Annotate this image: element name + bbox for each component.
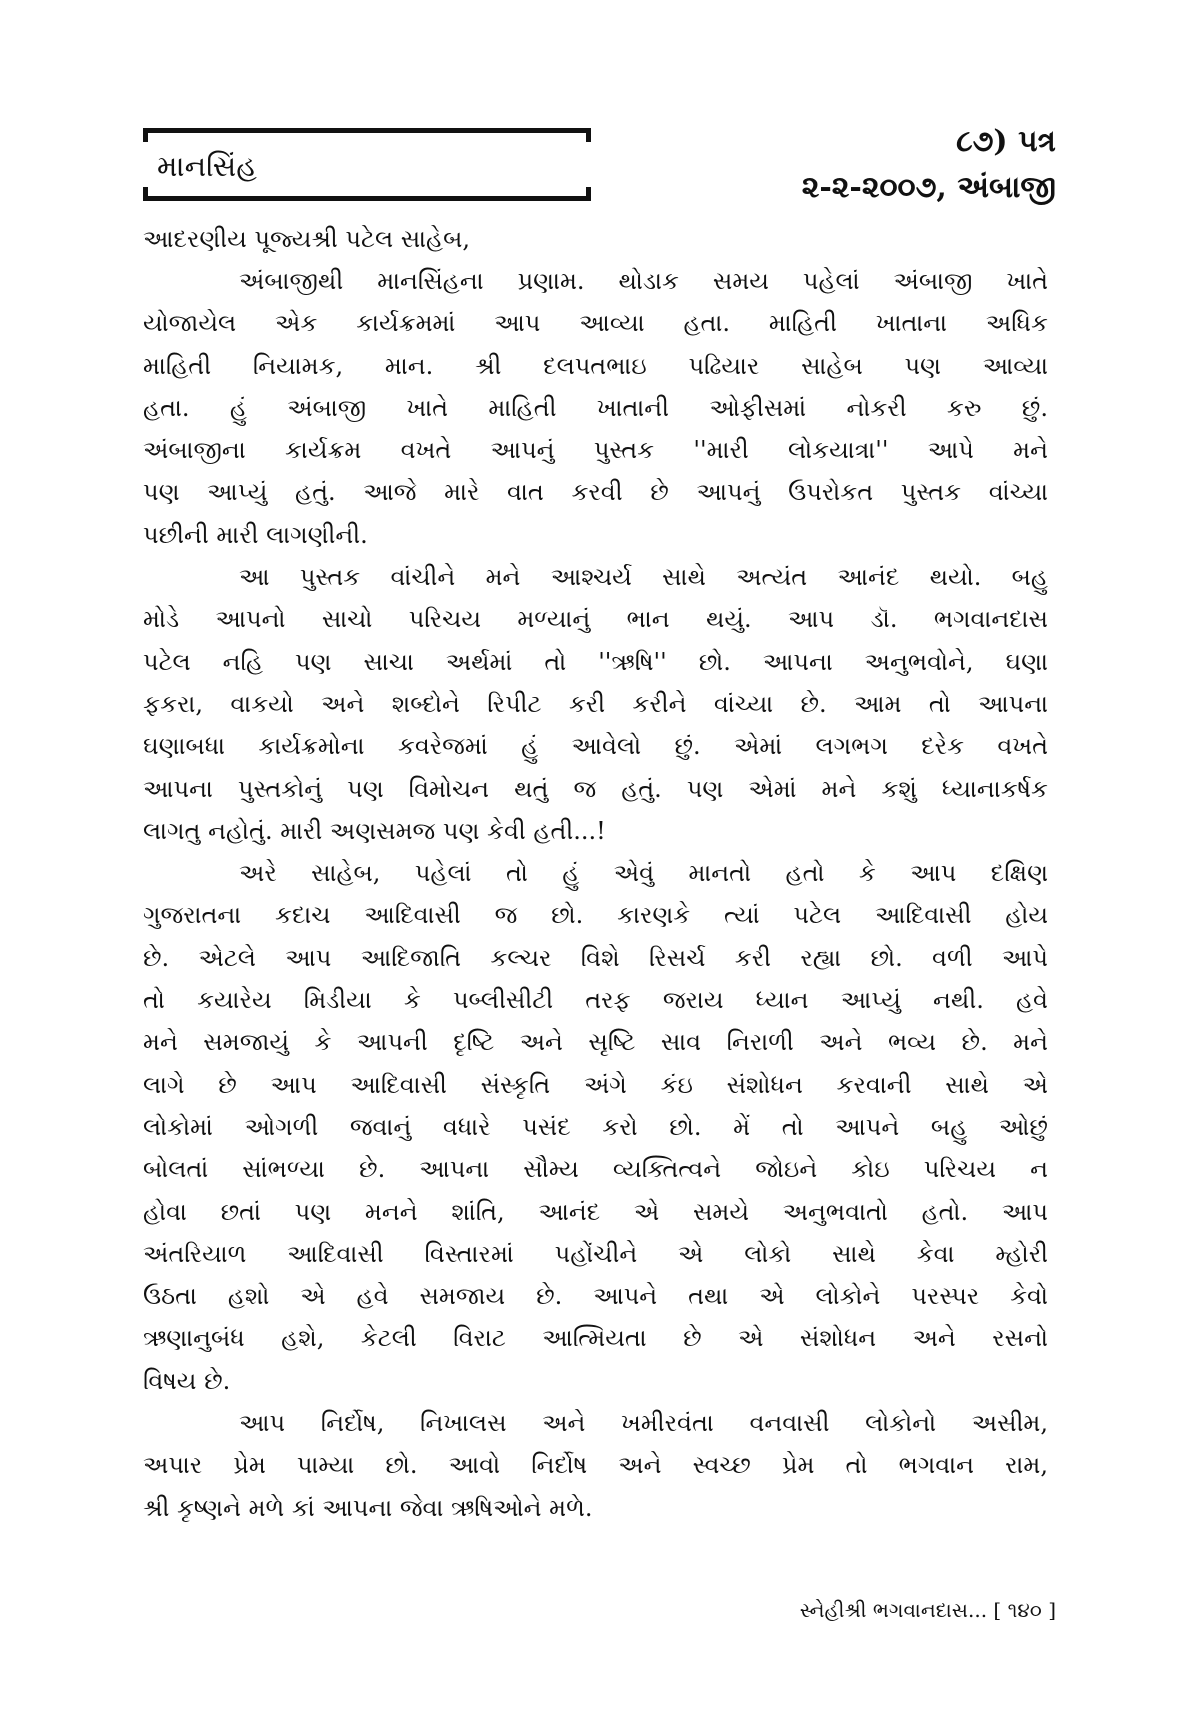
paragraphs <box>143 260 1048 1529</box>
author-name-box <box>143 128 591 201</box>
paragraph-line: અંતરિયાળ આદિવાસી વિસ્તારમાં પહોંચીને એ લોકો સાથે કેવા મ્હોરી <box>143 1239 1048 1268</box>
box-corner <box>586 128 591 142</box>
paragraph-line: હોવા છતાં પણ મનને શાંતિ, આનંદ એ સમયે અનુભવાતો હતો. આપ <box>143 1197 1048 1226</box>
salutation: આદરણીય પૂજ્યશ્રી પટેલ સાહેબ, <box>143 225 471 253</box>
paragraph-line: અંબાજીથી માનસિંહના પ્રણામ. થોડાક સમય પહેલાં અંબાજી ખાતે <box>239 267 1048 295</box>
paragraph-line: પણ આપ્યું હતું. આજે મારે વાત કરવી છે આપનું ઉપરોકત પુસ્તક વાંચ્યા <box>143 478 1048 507</box>
paragraph-line: અંબાજીના કાર્યક્રમ વખતે આપનું પુસ્તક ''મારી લોકયાત્રા'' આપે મને <box>143 436 1048 465</box>
box-bottom-rule <box>143 196 591 201</box>
paragraph-line: અપાર પ્રેમ પામ્યા છો. આવો નિર્દોષ અને સ્વચ્છ પ્રેમ તો ભગવાન રામ, <box>143 1451 1048 1480</box>
paragraph-line: અરે સાહેબ, પહેલાં તો હું એવું માનતો હતો કે આપ દક્ષિણ <box>239 859 1048 888</box>
paragraph <box>143 556 1048 852</box>
paragraph-line: આ પુસ્તક વાંચીને મને આશ્ચર્ય સાથે અત્યંત આનંદ થયો. બહુ <box>239 563 1048 592</box>
paragraph-line: ઉઠતા હશો એ હવે સમજાય છે. આપને તથા એ લોકોને પરસ્પર કેવો <box>143 1282 1048 1311</box>
paragraph-line: છે. એટલે આપ આદિજાતિ કલ્ચર વિશે રિસર્ચ કરી રહ્યા છો. વળી આપે <box>143 943 1048 972</box>
paragraph-line: પછીની મારી લાગણીની. <box>143 520 368 549</box>
paragraph-line: હતા. હું અંબાજી ખાતે માહિતી ખાતાની ઓફીસમાં નોકરી કરુ છું. <box>143 393 1048 422</box>
paragraph-line: માહિતી નિયામક, માન. શ્રી દલપતભાઇ પઢિયાર સાહેબ પણ આવ્યા <box>143 351 1048 380</box>
paragraph-line: શ્રી કૃષ્ણને મળે કાં આપના જેવા ઋષિઓને મળે. <box>143 1493 593 1522</box>
letter-number: ૮૭) પત્ર <box>956 124 1056 159</box>
paragraph-line: વિષય છે. <box>143 1366 231 1395</box>
paragraph-line: ગુજરાતના કદાચ આદિવાસી જ છો. કારણકે ત્યાં પટેલ આદિવાસી હોય <box>143 901 1048 930</box>
paragraph <box>143 852 1048 1402</box>
paragraph-line: પટેલ નહિ પણ સાચા અર્થમાં તો ''ઋષિ'' છો. આપના અનુભવોને, ઘણા <box>143 647 1048 676</box>
paragraph-line: આપના પુસ્તકોનું પણ વિમોચન થતું જ હતું. પણ એમાં મને કશું ધ્યાનાકર્ષક <box>143 774 1048 803</box>
page-footer: સ્નેહીશ્રી ભગવાનદાસ... [ ૧૪૦ ] <box>799 1598 1056 1622</box>
paragraph-line: મોડે આપનો સાચો પરિચય મળ્યાનું ભાન થયું. આપ ડૉ. ભગવાનદાસ <box>143 605 1048 634</box>
paragraph-line: લાગે છે આપ આદિવાસી સંસ્કૃતિ અંગે કંઇ સંશોધન કરવાની સાથે એ <box>143 1070 1048 1099</box>
paragraph-line: લોકોમાં ઓગળી જવાનું વધારે પસંદ કરો છો. મેં તો આપને બહુ ઓછું <box>143 1112 1048 1141</box>
paragraph-line: લાગતુ નહોતું. મારી અણસમજ પણ કેવી હતી...! <box>143 816 606 845</box>
paragraph <box>143 260 1048 556</box>
paragraph-line: ઘણાબધા કાર્યક્રમોના કવરેજમાં હું આવેલો છું. એમાં લગભગ દરેક વખતે <box>143 732 1048 761</box>
paragraph <box>143 1402 1048 1529</box>
box-corner <box>143 128 148 142</box>
paragraph-line: મને સમજાયું કે આપની દૃષ્ટિ અને સૃષ્ટિ સાવ નિરાળી અને ભવ્ય છે. મને <box>143 1028 1049 1057</box>
paragraph-line: બોલતાં સાંભળ્યા છે. આપના સૌમ્ય વ્યક્તિત્વને જોઇને કોઇ પરિચય ન <box>143 1155 1048 1184</box>
paragraph-line: ઋણાનુબંધ હશે, કેટલી વિરાટ આત્મિયતા છે એ સંશોધન અને રસનો <box>143 1324 1048 1353</box>
author-name: માનસિંહ <box>157 149 257 183</box>
paragraph-line: ફકરા, વાકયો અને શબ્દોને રિપીટ કરી કરીને વાંચ્યા છે. આમ તો આપના <box>143 689 1048 718</box>
paragraph-line: તો કયારેય મિડીયા કે પબ્લીસીટી તરફ જરાય ધ્યાન આપ્યું નથી. હવે <box>143 986 1048 1015</box>
letter-body <box>143 218 1048 1529</box>
paragraph-line: યોજાયેલ એક કાર્યક્રમમાં આપ આવ્યા હતા. માહિતી ખાતાના અધિક <box>143 309 1048 338</box>
paragraph-line: આપ નિર્દોષ, નિખાલસ અને ખમીરવંતા વનવાસી લોકોનો અસીમ, <box>239 1409 1048 1438</box>
box-top-rule <box>143 128 591 133</box>
letter-date-place: ૨-૨-૨૦૦૭, અંબાજી <box>801 170 1056 205</box>
